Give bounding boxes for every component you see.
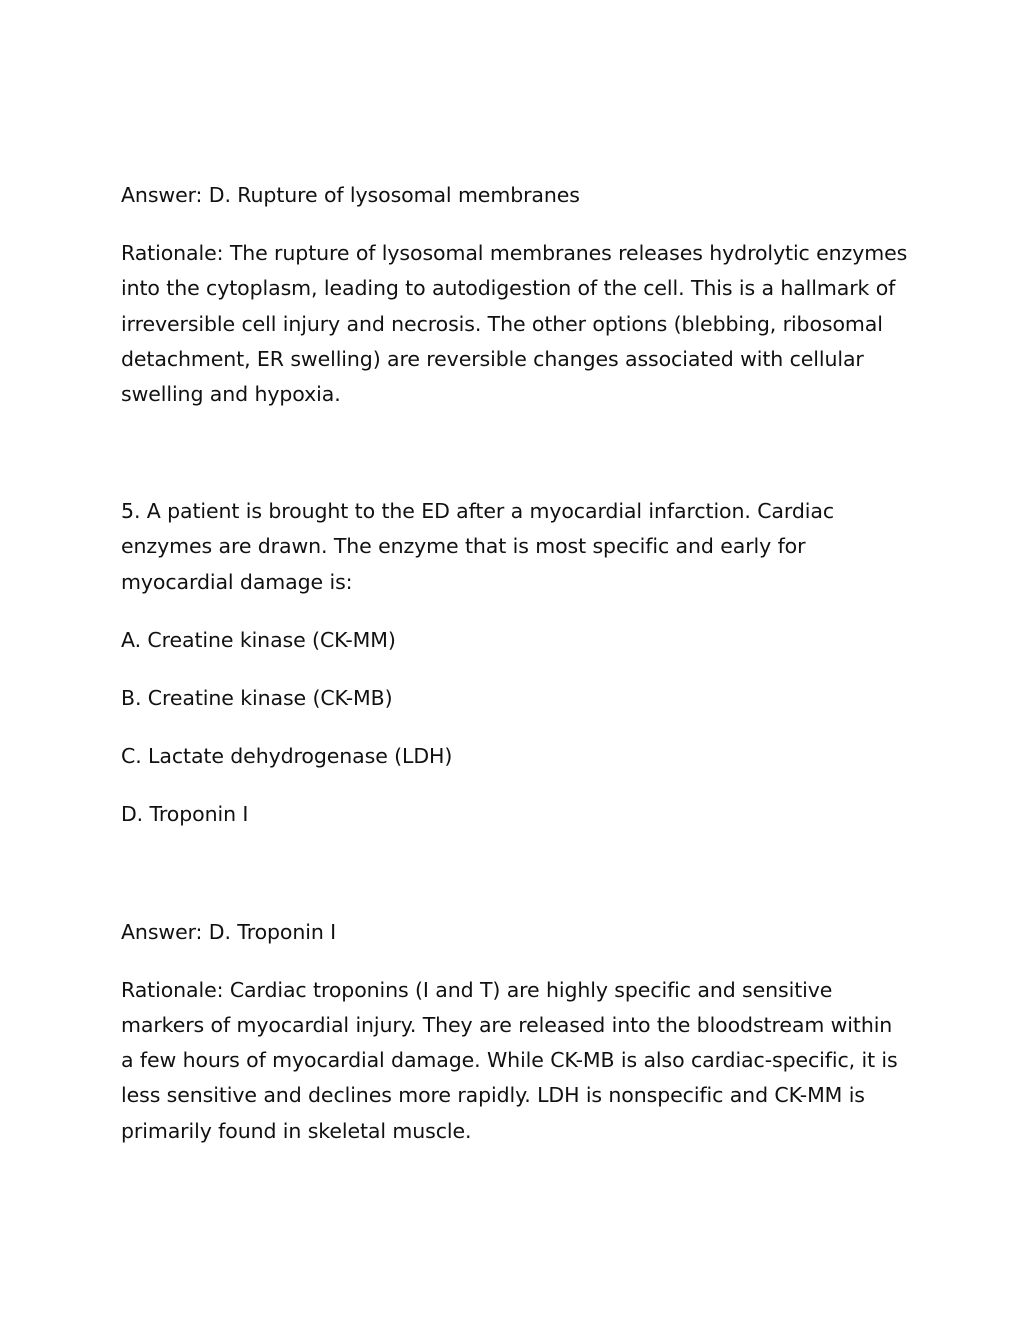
q5-rationale: Rationale: Cardiac troponins (I and T) are highly specific and sensitive markers of myocardial injury. They are released into the bloodstream within a few hours of myocardial damage. While CK-MB is also cardiac-specific, it is less sensitive and declines more rapidly. LDH is nonspecific and CK-MM is primarily found in skeletal muscle. [121, 977, 898, 1143]
q4-rationale: Rationale: The rupture of lysosomal membranes releases hydrolytic enzymes into the cytoplasm, leading to autodigestion of the cell. This is a hallmark of irreversible cell injury and necrosis. The other options (blebbing, ribosomal detachment, ER swelling) are reversible changes associated with cellular swelling and hypoxia. [121, 241, 908, 407]
q5-option-a: A. Creatine kinase (CK-MM) [121, 627, 396, 652]
document-page [121, 178, 911, 1149]
q4-answer: Answer: D. Rupture of lysosomal membranes [121, 183, 580, 207]
q5-option-d: D. Troponin I [121, 802, 249, 827]
q5-answer: Answer: D. Troponin I [121, 919, 337, 944]
q5-option-c: C. Lactate dehydrogenase (LDH) [121, 744, 453, 769]
q5-question: 5. A patient is brought to the ED after a myocardial infarction. Cardiac enzymes are drawn. The enzyme that is most specific and early for myocardial damage is: [121, 499, 834, 594]
q5-option-b: B. Creatine kinase (CK-MB) [121, 686, 393, 711]
